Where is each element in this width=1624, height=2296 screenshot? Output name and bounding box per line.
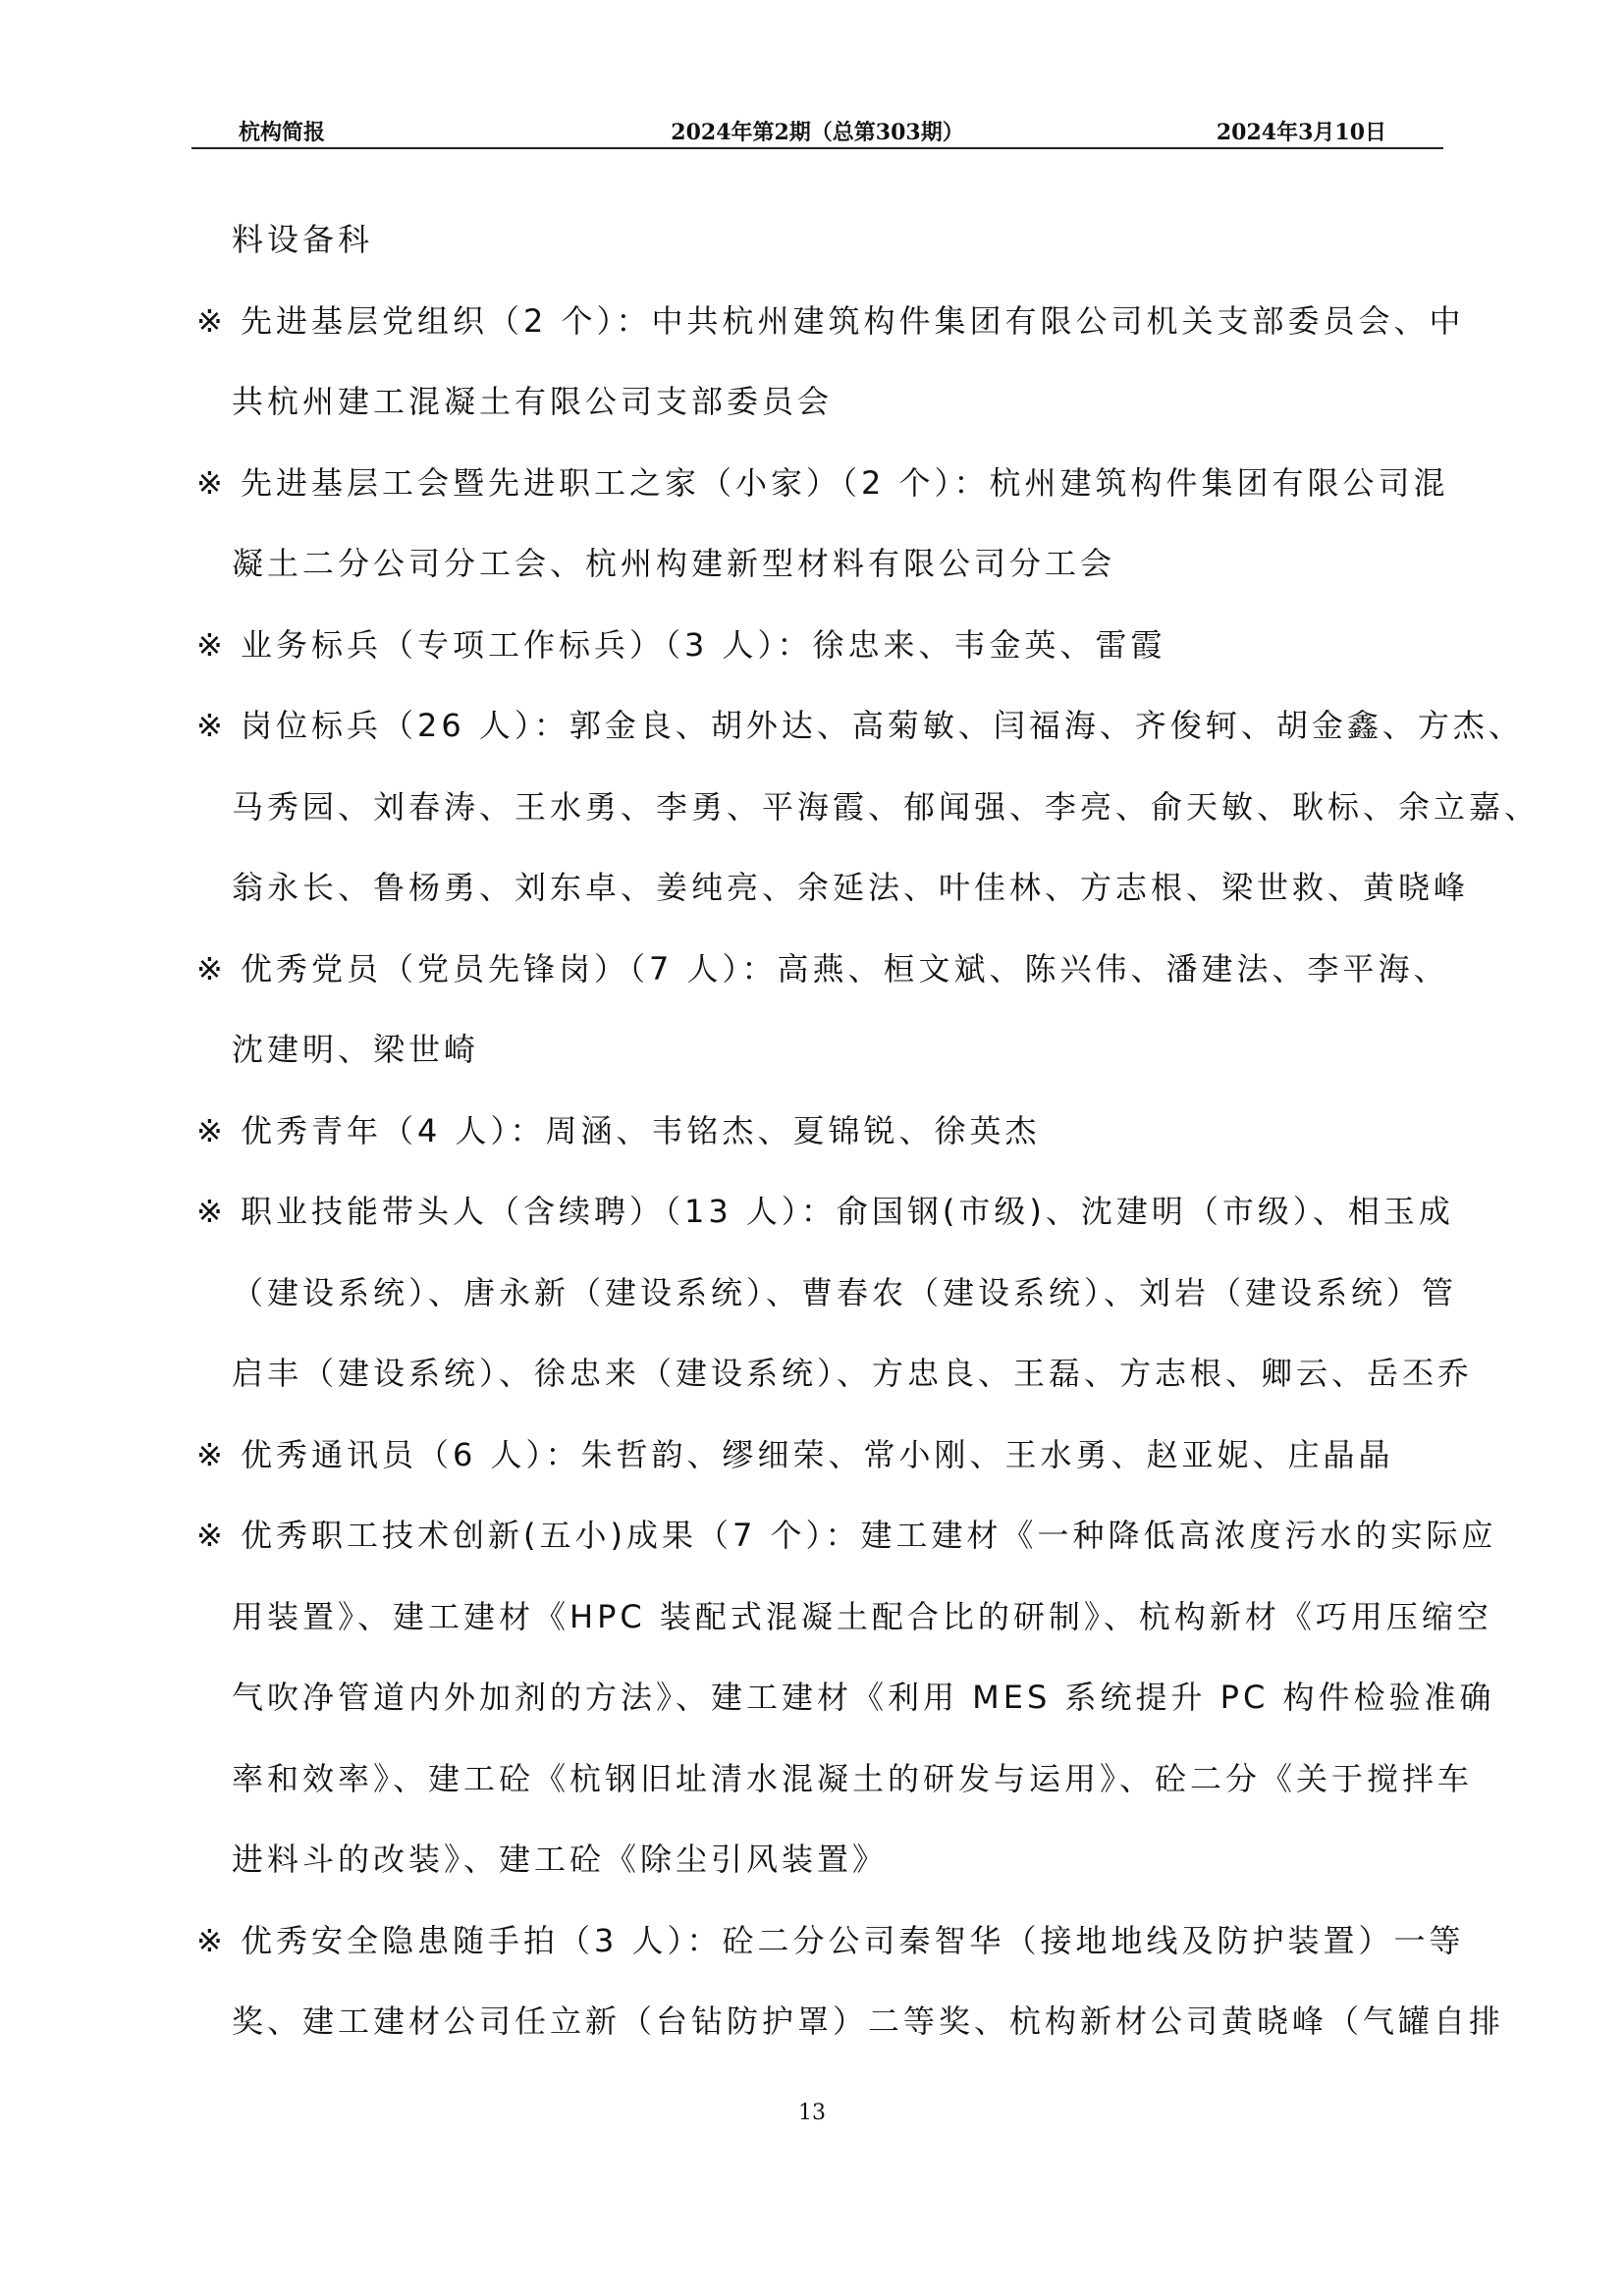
text-line: ※ 先进基层党组织（2 个）：中共杭州建筑构件集团有限公司机关支部委员会、中 xyxy=(196,301,1465,340)
text-line: ※ 职业技能带头人（含续聘）（13 人）：俞国钢(市级)、沈建明（市级）、相玉成 xyxy=(196,1193,1454,1230)
text-line: 率和效率》、建工砼《杭钢旧址清水混凝土的研发与运用》、砼二分《关于搅拌车 xyxy=(232,1759,1474,1797)
text-line: 启丰（建设系统）、徐忠来（建设系统）、方忠良、王磊、方志根、卿云、岳丕乔 xyxy=(232,1355,1474,1392)
text-line: 翁永长、鲁杨勇、刘东卓、姜纯亮、余延法、叶佳林、方志根、梁世救、黄晓峰 xyxy=(232,869,1470,906)
text-line: ※ 优秀通讯员（6 人）：朱哲韵、缪细荣、常小刚、王水勇、赵亚妮、庄晶晶 xyxy=(196,1435,1394,1473)
header-issue-number: 2024年第2期（总第303期） xyxy=(671,120,964,145)
page-header xyxy=(191,110,1443,149)
text-line: ※ 优秀职工技术创新(五小)成果（7 个）：建工建材《一种降低高浓度污水的实际应 xyxy=(196,1517,1497,1554)
page-number: 13 xyxy=(798,2101,826,2125)
text-line: 共杭州建工混凝土有限公司支部委员会 xyxy=(232,383,834,420)
body-text xyxy=(196,199,1541,2062)
text-line: ※ 优秀党员（党员先锋岗）（7 人）：高燕、桓文斌、陈兴伟、潘建法、李平海、 xyxy=(196,949,1449,988)
text-line: ※ 岗位标兵（26 人）：郭金良、胡外达、高菊敏、闫福海、齐俊轲、胡金鑫、方杰、 xyxy=(196,707,1524,744)
text-line: 奖、建工建材公司任立新（台钻防护罩）二等奖、杭构新材公司黄晓峰（气罐自排 xyxy=(232,2002,1505,2040)
text-line: ※ 先进基层工会暨先进职工之家（小家）（2 个）：杭州建筑构件集团有限公司混 xyxy=(196,463,1449,502)
text-line: ※ 优秀安全隐患随手拍（3 人）：砼二分公司秦智华（接地地线及防护装置）一等 xyxy=(196,1921,1465,1959)
header-divider xyxy=(191,147,1443,149)
text-line: 料设备科 xyxy=(232,221,374,258)
header-publication-name: 杭构简报 xyxy=(239,120,326,145)
text-line: ※ 业务标兵（专项工作标兵）（3 人）：徐忠来、韦金英、雷霞 xyxy=(196,625,1166,664)
text-line: 凝土二分公司分工会、杭州构建新型材料有限公司分工会 xyxy=(232,545,1116,582)
text-line: ※ 优秀青年（4 人）：周涵、韦铭杰、夏锦锐、徐英杰 xyxy=(196,1111,1041,1149)
text-line: 气吹净管道内外加剂的方法》、建工建材《利用 MES 系统提升 PC 构件检验准确 xyxy=(232,1679,1495,1716)
text-line: 沈建明、梁世崎 xyxy=(232,1031,480,1068)
header-date: 2024年3月10日 xyxy=(1216,120,1386,145)
text-line: 马秀园、刘春涛、王水勇、李勇、平海霞、郁闻强、李亮、俞天敏、耿标、余立嘉、 xyxy=(232,787,1541,826)
text-line: （建设系统）、唐永新（建设系统）、曹春农（建设系统）、刘岩（建设系统）管 xyxy=(232,1273,1458,1311)
text-line: 用装置》、建工建材《HPC 装配式混凝土配合比的研制》、杭构新材《巧用压缩空 xyxy=(232,1597,1492,1635)
text-line: 进料斗的改装》、建工砼《除尘引风装置》 xyxy=(232,1841,889,1878)
